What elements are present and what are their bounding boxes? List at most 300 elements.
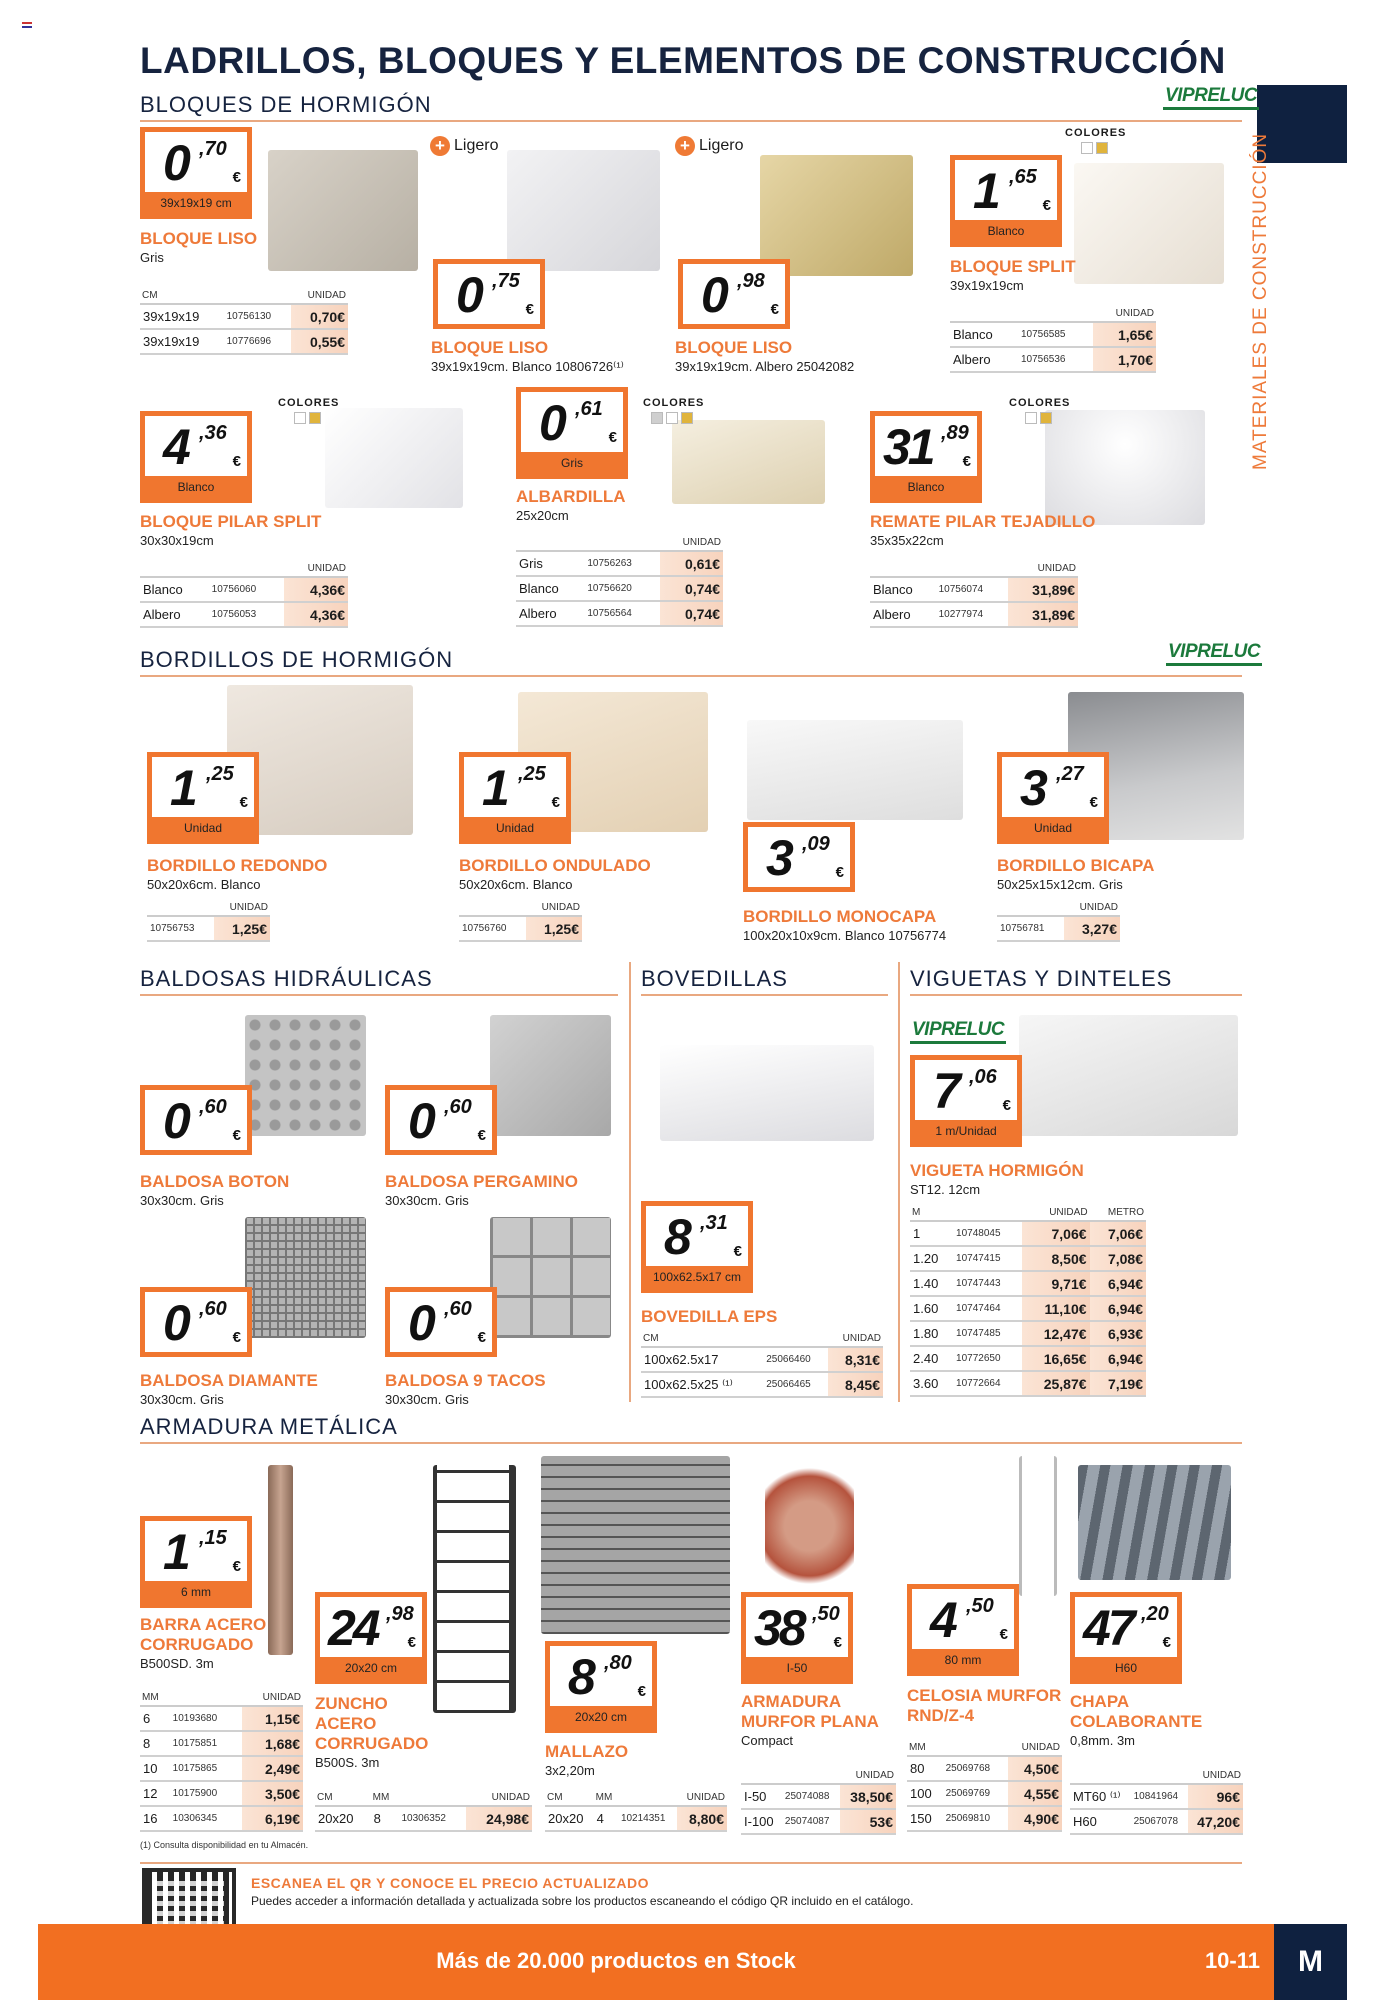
table-row: [910, 1371, 1146, 1396]
product-description: ST12. 12cm: [910, 1182, 981, 1197]
table-row: [516, 551, 723, 576]
product-description: 0,8mm. 3m: [1070, 1733, 1136, 1748]
table-header: [147, 900, 270, 916]
euro-symbol: €: [637, 1683, 646, 1700]
price-cell: 0,74€: [660, 601, 723, 626]
table-row: [870, 577, 1078, 602]
column-header: UNIDAD: [828, 1331, 883, 1347]
price-table: [140, 1690, 303, 1832]
code-cell: 10175900: [170, 1781, 243, 1806]
product-name: VIGUETA HORMIGÓN: [910, 1161, 1084, 1180]
price-label: Gris: [561, 456, 583, 470]
price-decimals: ,65: [1009, 166, 1037, 188]
price-value: [748, 827, 850, 887]
column-header: UNIDAD: [677, 1790, 727, 1806]
price-integer: 47: [1083, 1600, 1133, 1656]
column-header: [950, 306, 1018, 322]
product-image: [747, 720, 963, 820]
price-tag: [545, 1641, 657, 1733]
size-cell: 100x62.5x25 ⁽¹⁾: [641, 1372, 763, 1397]
column-header: [147, 900, 214, 916]
product-description: 100x20x10x9cm. Blanco 10756774: [743, 928, 947, 943]
color-swatch: [1081, 142, 1093, 154]
price-tag: [516, 387, 628, 479]
code-cell: 10747415: [953, 1246, 1022, 1271]
price-integer: 1: [973, 163, 998, 219]
section-divider: [140, 1442, 1242, 1444]
section-divider: [140, 675, 1242, 677]
price-table: [910, 1205, 1146, 1397]
price-value: [145, 1090, 247, 1150]
column-header: MM: [907, 1740, 943, 1756]
price-integer: 3: [766, 830, 791, 886]
price-tag: [140, 1085, 252, 1155]
vipreluc-logo: [1163, 85, 1259, 110]
euro-symbol: €: [232, 1127, 241, 1144]
price-tag: [870, 411, 982, 503]
table-row: [910, 1221, 1146, 1246]
table-row: [140, 1781, 303, 1806]
price-integer: 1: [170, 760, 195, 816]
price-cell: 6,94€: [1090, 1346, 1146, 1371]
code-cell: 10756564: [584, 601, 659, 626]
price-decimals: ,60: [444, 1298, 472, 1320]
size-cell: Albero: [870, 602, 936, 627]
table-row: [140, 1706, 303, 1731]
column-header: [398, 1790, 466, 1806]
table-row: [140, 577, 348, 602]
code-cell: 25067078: [1131, 1809, 1188, 1834]
price-cell: 3,27€: [1064, 916, 1120, 941]
price-label: 100x62.5x17 cm: [652, 1270, 742, 1284]
euro-symbol: €: [962, 453, 971, 470]
column-header: [618, 1790, 677, 1806]
price-integer: 0: [408, 1093, 433, 1149]
size-cell: 1.20: [910, 1246, 953, 1271]
color-options: [278, 397, 339, 427]
section-heading: BALDOSAS HIDRÁULICAS: [140, 966, 433, 991]
code-cell: 10756060: [209, 577, 285, 602]
price-cell: 6,19€: [242, 1806, 303, 1831]
price-value: [320, 1597, 422, 1657]
price-cell: 8,50€: [1022, 1246, 1089, 1271]
euro-symbol: €: [525, 301, 534, 318]
column-header: [997, 900, 1064, 916]
table-row: [147, 916, 270, 941]
product-image: [1019, 1456, 1057, 1596]
code-cell: 10841964: [1131, 1784, 1188, 1809]
table-header: [140, 1690, 303, 1706]
product-image: [1045, 410, 1205, 525]
ligero-badge: [675, 136, 743, 156]
column-header: [943, 1740, 1008, 1756]
table-header: [741, 1768, 896, 1784]
price-tag: [140, 411, 252, 503]
euro-symbol: €: [477, 1127, 486, 1144]
price-value: [1002, 757, 1104, 817]
size-cell: 1: [910, 1221, 953, 1246]
code-cell: 10756760: [459, 916, 526, 941]
price-label: Unidad: [1033, 821, 1073, 835]
table-row: [907, 1781, 1062, 1806]
price-cell: 7,06€: [1022, 1221, 1089, 1246]
table-header: [516, 535, 723, 551]
price-decimals: ,60: [444, 1096, 472, 1118]
table-row: [1070, 1784, 1243, 1809]
product-name: ARMADURA MURFOR PLANA: [741, 1692, 879, 1731]
table-row: [910, 1346, 1146, 1371]
size-cell: Blanco: [516, 576, 584, 601]
table-row: [459, 916, 582, 941]
product-name: BORDILLO ONDULADO: [459, 856, 651, 875]
price-cell: 7,08€: [1090, 1246, 1146, 1271]
price-value: [875, 416, 977, 476]
section-divider: [641, 994, 888, 996]
table-header: [140, 561, 348, 577]
color-swatch: [309, 412, 321, 424]
price-label: Blanco: [907, 480, 945, 494]
price-decimals: ,89: [941, 422, 969, 444]
price-label: Unidad: [495, 821, 535, 835]
code-cell: 25074087: [782, 1809, 840, 1834]
product-image: [268, 150, 418, 271]
table-row: [140, 1756, 303, 1781]
price-cell: 2,49€: [242, 1756, 303, 1781]
price-cell: 1,65€: [1093, 322, 1156, 347]
price-tag: [140, 1287, 252, 1357]
price-decimals: ,31: [700, 1212, 728, 1234]
price-cell: 0,61€: [660, 551, 723, 576]
price-integer: 0: [408, 1295, 433, 1351]
product-image: [765, 1456, 854, 1596]
code-cell: 10776696: [224, 329, 292, 354]
column-header: UNIDAD: [1008, 1740, 1062, 1756]
size-cell: 6: [140, 1706, 170, 1731]
code-cell: 10175865: [170, 1756, 243, 1781]
price-integer: 4: [163, 419, 188, 475]
product-name: BALDOSA PERGAMINO: [385, 1172, 578, 1191]
price-cell: 8,31€: [828, 1347, 883, 1372]
code-cell: 10756781: [997, 916, 1064, 941]
plus-icon: +: [675, 136, 695, 156]
size-cell: 8: [140, 1731, 170, 1756]
code-cell: 10756053: [209, 602, 285, 627]
size-cell: Gris: [516, 551, 584, 576]
product-image: [1074, 163, 1224, 284]
size-cell: 80: [907, 1756, 943, 1781]
column-header: UNIDAD: [466, 1790, 532, 1806]
table-row: [910, 1246, 1146, 1271]
colores-label: COLORES: [643, 397, 705, 409]
table-header: [910, 1205, 1146, 1221]
table-header: [907, 1740, 1062, 1756]
product-description: 30x30cm. Gris: [385, 1193, 469, 1208]
price-decimals: ,61: [575, 398, 603, 420]
column-header: [1070, 1768, 1131, 1784]
size-cell: I-50: [741, 1784, 782, 1809]
product-description: 35x35x22cm: [870, 533, 944, 548]
price-decimals: ,09: [802, 833, 830, 855]
price-tag: [1070, 1592, 1182, 1684]
price-cell: 25,87€: [1022, 1371, 1089, 1396]
color-swatch: [294, 412, 306, 424]
plus-icon: +: [430, 136, 450, 156]
section-heading: VIGUETAS Y DINTELES: [910, 966, 1173, 991]
product-image: [245, 1015, 366, 1136]
size-cell: Albero: [950, 347, 1018, 372]
price-integer: 24: [328, 1600, 378, 1656]
size-cell: H60: [1070, 1809, 1131, 1834]
code-cell: 10277974: [936, 602, 1008, 627]
column-header: [1018, 306, 1093, 322]
price-value: [152, 757, 254, 817]
column-header: UNIDAD: [284, 561, 348, 577]
euro-symbol: €: [232, 453, 241, 470]
table-row: [315, 1806, 532, 1831]
table-row: [140, 329, 348, 354]
euro-symbol: €: [232, 1329, 241, 1346]
column-header: CM: [545, 1790, 594, 1806]
price-label: I-50: [786, 1661, 808, 1675]
code-cell: 10756620: [584, 576, 659, 601]
price-decimals: ,60: [199, 1298, 227, 1320]
product-description: 39x19x19cm. Blanco 10806726⁽¹⁾: [431, 359, 624, 374]
product-image: [507, 150, 660, 271]
price-table: [459, 900, 582, 942]
size-cell: 150: [907, 1806, 943, 1831]
price-label: 39x19x19 cm: [160, 196, 232, 210]
price-decimals: ,98: [737, 270, 765, 292]
code-cell: 10756074: [936, 577, 1008, 602]
price-cell: 3,50€: [242, 1781, 303, 1806]
vipreluc-logo-text: VIPRELUC: [1165, 85, 1258, 106]
price-value: [145, 1521, 247, 1581]
size-cell: 1.60: [910, 1296, 953, 1321]
price-cell: 31,89€: [1008, 577, 1078, 602]
table-row: [950, 347, 1156, 372]
code-cell: 10772650: [953, 1346, 1022, 1371]
column-header: [584, 535, 659, 551]
size-cell: Blanco: [870, 577, 936, 602]
product-name: CHAPA COLABORANTE: [1070, 1692, 1203, 1731]
euro-symbol: €: [608, 429, 617, 446]
size-cell: 100x62.5x17: [641, 1347, 763, 1372]
table-header: [315, 1790, 532, 1806]
price-tag: [385, 1085, 497, 1155]
table-row: [910, 1271, 1146, 1296]
price-cell: 0,74€: [660, 576, 723, 601]
column-header: MM: [140, 1690, 170, 1706]
price-tag: [433, 259, 545, 329]
price-tag: [997, 752, 1109, 844]
table-header: [997, 900, 1120, 916]
table-row: [950, 322, 1156, 347]
size-cell: 8: [371, 1806, 399, 1831]
colores-label: COLORES: [278, 397, 340, 409]
product-description: 30x30cm. Gris: [385, 1392, 469, 1407]
price-integer: 38: [754, 1600, 804, 1656]
price-table: [997, 900, 1120, 942]
euro-symbol: €: [407, 1634, 416, 1651]
table-row: [140, 304, 348, 329]
size-cell: 39x19x19: [140, 304, 224, 329]
column-header: UNIDAD: [291, 288, 348, 304]
table-row: [641, 1347, 883, 1372]
price-tag: [147, 752, 259, 844]
price-value: [955, 160, 1057, 220]
price-cell: 1,25€: [526, 916, 582, 941]
product-image: [325, 408, 463, 508]
page-title: LADRILLOS, BLOQUES Y ELEMENTOS DE CONSTRUCCIÓN: [140, 40, 1226, 81]
price-cell: 4,90€: [1008, 1806, 1062, 1831]
code-cell: 10756130: [224, 304, 292, 329]
code-cell: 10214351: [618, 1806, 677, 1831]
table-row: [907, 1806, 1062, 1831]
price-decimals: ,75: [492, 270, 520, 292]
table-row: [1070, 1809, 1243, 1834]
product-name: BORDILLO MONOCAPA: [743, 907, 937, 926]
column-header: UNIDAD: [1188, 1768, 1243, 1784]
price-integer: 4: [930, 1592, 955, 1648]
price-cell: 96€: [1188, 1784, 1243, 1809]
section-heading: BLOQUES DE HORMIGÓN: [140, 92, 432, 117]
table-row: [741, 1809, 896, 1834]
size-cell: 10: [140, 1756, 170, 1781]
price-table: [907, 1740, 1062, 1832]
product-name: BORDILLO BICAPA: [997, 856, 1155, 875]
price-cell: 4,36€: [284, 577, 348, 602]
price-table: [1070, 1768, 1243, 1835]
price-integer: 1: [163, 1524, 188, 1580]
size-cell: Albero: [516, 601, 584, 626]
product-name: ZUNCHO ACERO CORRUGADO: [315, 1694, 429, 1753]
product-name: BLOQUE LISO: [431, 338, 549, 357]
colores-label: COLORES: [1009, 397, 1071, 409]
price-decimals: ,15: [199, 1527, 227, 1549]
price-integer: 3: [1020, 760, 1045, 816]
ligero-label: Ligero: [699, 137, 744, 154]
product-description: 39x19x19cm. Albero 25042082: [675, 359, 855, 374]
column-header: UNIDAD: [840, 1768, 896, 1784]
price-cell: 1,68€: [242, 1731, 303, 1756]
price-integer: 0: [163, 1295, 188, 1351]
size-cell: 20x20: [315, 1806, 371, 1831]
divider: [140, 1862, 1242, 1864]
price-label: Unidad: [183, 821, 223, 835]
code-cell: 25069768: [943, 1756, 1008, 1781]
euro-symbol: €: [1042, 197, 1051, 214]
table-row: [140, 1806, 303, 1831]
price-cell: 24,98€: [466, 1806, 532, 1831]
color-swatch: [681, 412, 693, 424]
column-header: CM: [140, 288, 224, 304]
column-header: UNIDAD: [214, 900, 270, 916]
price-label: 6 mm: [181, 1585, 211, 1599]
product-name: BARRA ACERO CORRUGADO: [140, 1615, 267, 1654]
product-image: [1078, 1465, 1231, 1580]
size-cell: Blanco: [140, 577, 209, 602]
price-cell: 9,71€: [1022, 1271, 1089, 1296]
price-cell: 1,70€: [1093, 347, 1156, 372]
table-row: [641, 1372, 883, 1397]
column-header: [1131, 1768, 1188, 1784]
price-label: 20x20 cm: [574, 1710, 628, 1724]
size-cell: 12: [140, 1781, 170, 1806]
column-header: UNIDAD: [660, 535, 723, 551]
price-value: [746, 1597, 848, 1657]
product-description: 50x20x6cm. Blanco: [459, 877, 573, 892]
table-header: [545, 1790, 727, 1806]
color-options: [1065, 127, 1126, 157]
price-label: 80 mm: [944, 1653, 982, 1667]
price-cell: 16,65€: [1022, 1346, 1089, 1371]
size-cell: Blanco: [950, 322, 1018, 347]
price-integer: 1: [482, 760, 507, 816]
price-integer: 31: [883, 419, 933, 475]
code-cell: 10747464: [953, 1296, 1022, 1321]
price-cell: 8,80€: [677, 1806, 727, 1831]
column-header: UNIDAD: [1008, 561, 1078, 577]
product-name: BALDOSA BOTON: [140, 1172, 290, 1191]
price-cell: 12,47€: [1022, 1321, 1089, 1346]
product-image: [660, 1045, 874, 1141]
product-name: BLOQUE LISO: [675, 338, 793, 357]
section-heading: BOVEDILLAS: [641, 966, 788, 991]
price-decimals: ,36: [199, 422, 227, 444]
euro-symbol: €: [1089, 794, 1098, 811]
price-decimals: ,70: [199, 138, 227, 160]
price-cell: 8,45€: [828, 1372, 883, 1397]
price-value: [646, 1206, 748, 1266]
column-header: [953, 1205, 1022, 1221]
color-swatch: [666, 412, 678, 424]
price-value: [912, 1589, 1014, 1649]
table-header: [870, 561, 1078, 577]
vipreluc-logo-text: VIPRELUC: [1168, 641, 1261, 662]
price-label: 1 m/Unidad: [935, 1124, 997, 1138]
price-decimals: ,50: [812, 1603, 840, 1625]
footer-slogan: Más de 20.000 productos en Stock: [436, 1948, 796, 1973]
price-integer: 0: [539, 395, 564, 451]
product-image: [245, 1217, 366, 1338]
price-table: [140, 561, 348, 628]
size-cell: 1.80: [910, 1321, 953, 1346]
table-row: [910, 1321, 1146, 1346]
price-table: [741, 1768, 896, 1835]
product-name: ALBARDILLA: [516, 487, 626, 506]
price-tag: [950, 155, 1062, 247]
code-cell: 25069769: [943, 1781, 1008, 1806]
column-header: M: [910, 1205, 953, 1221]
code-cell: 10306345: [170, 1806, 243, 1831]
price-value: [683, 264, 785, 324]
column-header: UNIDAD: [526, 900, 582, 916]
column-header: CM: [641, 1331, 763, 1347]
product-name: BALDOSA DIAMANTE: [140, 1371, 318, 1390]
vipreluc-logo: [910, 1019, 1006, 1044]
price-tag: [140, 1516, 252, 1608]
price-table: [516, 535, 723, 627]
price-table: [315, 1790, 532, 1832]
size-cell: 100: [907, 1781, 943, 1806]
table-row: [997, 916, 1120, 941]
column-header: [516, 535, 584, 551]
code-cell: 10756585: [1018, 322, 1093, 347]
price-cell: 0,55€: [291, 329, 348, 354]
price-cell: 4,55€: [1008, 1781, 1062, 1806]
colores-label: COLORES: [1065, 127, 1127, 139]
euro-symbol: €: [239, 794, 248, 811]
